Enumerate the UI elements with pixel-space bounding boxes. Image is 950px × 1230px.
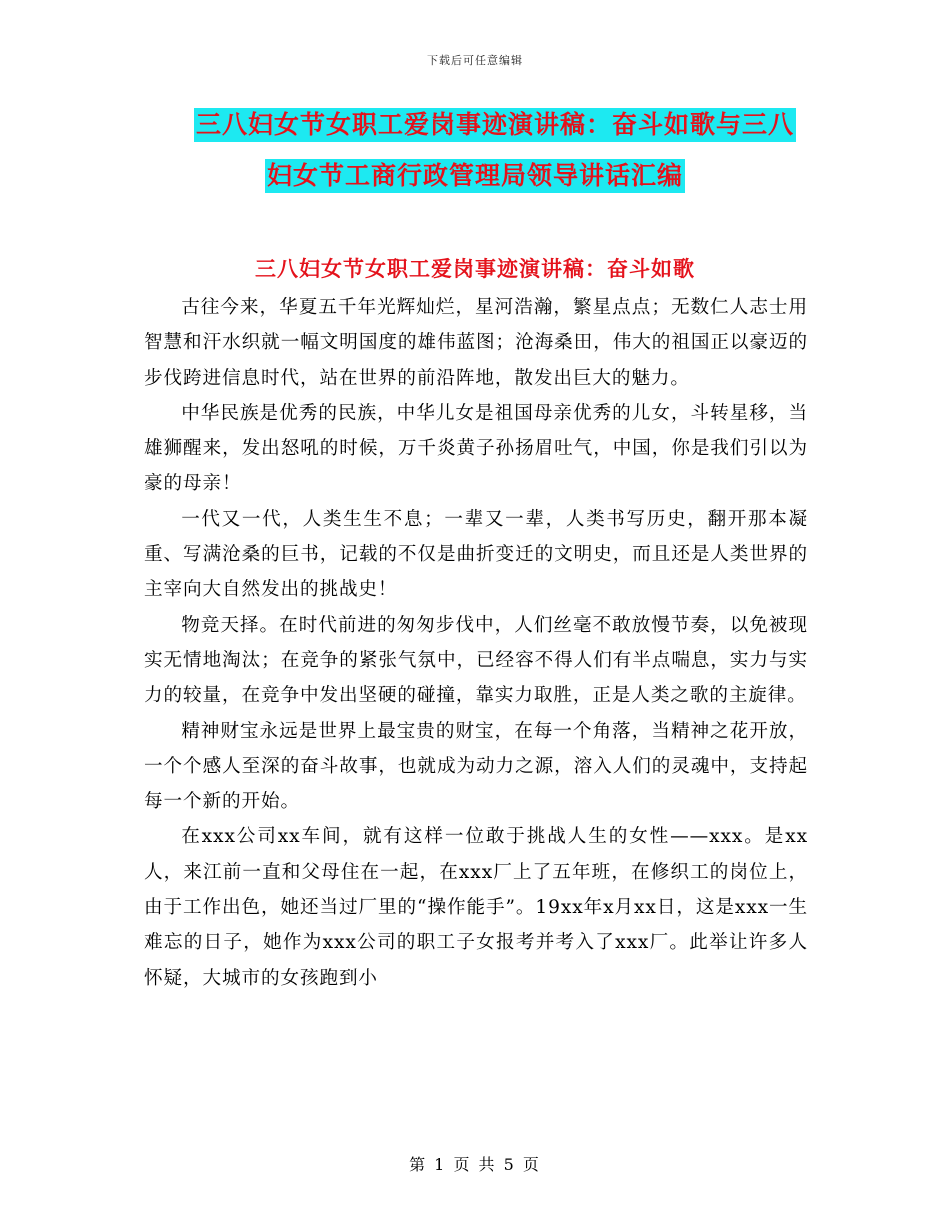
paragraph: 中华民族是优秀的民族，中华儿女是祖国母亲优秀的儿女，斗转星移，当雄狮醒来，发出怒吼的时候，万千炎黄子孙扬眉吐气，中国，你是我们引以为豪的母亲！ xyxy=(144,402,808,495)
document-body xyxy=(144,290,808,996)
paragraph: 在xxx公司xx车间，就有这样一位敢于挑战人生的女性——xxx。是xx人，来江前一直和父母住在一起，在xxx厂上了五年班，在修织工的岗位上，由于工作出色，她还当过厂里的“操作能手”。19xx年x月xx日，这是xxx一生难忘的日子，她作为xxx公司的职工子女报考并考入了xxx厂。此举让许多人怀疑，大城市的女孩跑到小 xyxy=(144,826,808,989)
paragraph: 精神财宝永远是世界上最宝贵的财宝，在每一个角落，当精神之花开放，一个个感人至深的奋斗故事，也就成为动力之源，溶入人们的灵魂中，支持起每一个新的开始。 xyxy=(144,720,808,813)
document-title-line-1: 三八妇女节女职工爱岗事迹演讲稿：奋斗如歌与三八 xyxy=(194,108,796,142)
document-title xyxy=(0,108,950,193)
header-note: 下载后可任意编辑 xyxy=(427,54,523,67)
document-title-line-2: 妇女节工商行政管理局领导讲话汇编 xyxy=(265,159,685,193)
section-title: 三八妇女节女职工爱岗事迹演讲稿：奋斗如歌 xyxy=(255,257,695,281)
page-footer: 第 1 页 共 5 页 xyxy=(409,1155,541,1174)
paragraph: 物竞天择。在时代前进的匆匆步伐中，人们丝毫不敢放慢节奏，以免被现实无情地淘汰；在竞争的紧张气氛中，已经容不得人们有半点喘息，实力与实力的较量，在竞争中发出坚硬的碰撞，靠实力取胜，正是人类之歌的主旋律。 xyxy=(144,614,808,707)
paragraph: 一代又一代，人类生生不息；一辈又一辈，人类书写历史，翻开那本凝重、写满沧桑的巨书，记载的不仅是曲折变迁的文明史，而且还是人类世界的主宰向大自然发出的挑战史！ xyxy=(144,508,808,601)
paragraph: 古往今来，华夏五千年光辉灿烂，星河浩瀚，繁星点点；无数仁人志士用智慧和汗水织就一幅文明国度的雄伟蓝图；沧海桑田，伟大的祖国正以豪迈的步伐跨进信息时代，站在世界的前沿阵地，散发出巨大的魅力。 xyxy=(144,297,808,389)
